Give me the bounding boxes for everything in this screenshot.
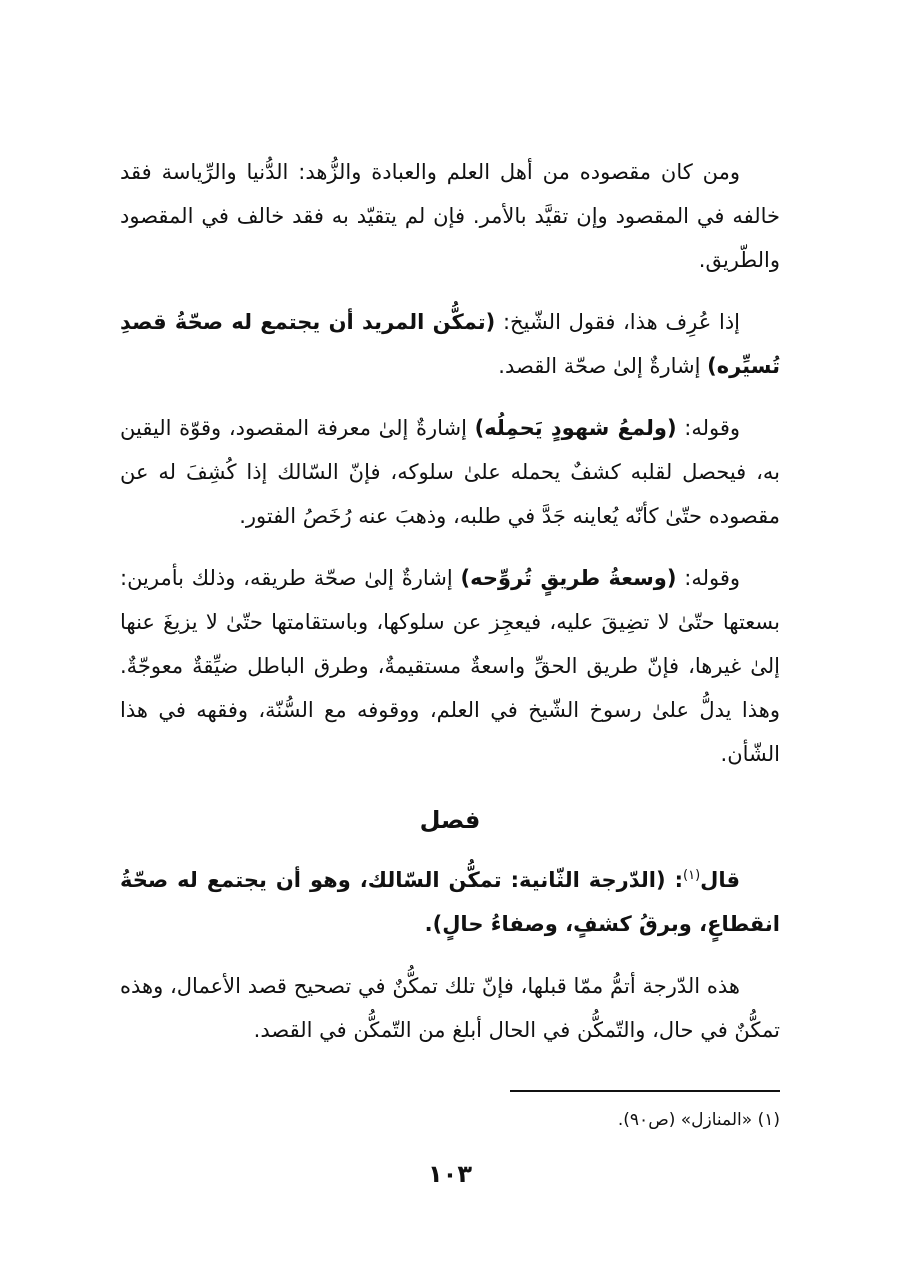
- footnote-reference[interactable]: (١): [683, 868, 701, 883]
- paragraph-2: [120, 300, 780, 388]
- paragraph-5: [120, 858, 780, 946]
- paragraph-5-quote: (الدّرجة الثّانية: تمكُّن السّالك، وهو أن يجتمع له صحّةُ انقطاعٍ، وبرقُ كشفٍ، وصفاءُ حالٍ).: [120, 868, 780, 936]
- page-number: ١٠٣: [428, 1160, 472, 1188]
- page-body: [120, 150, 780, 1070]
- footnote-divider: [510, 1090, 780, 1092]
- paragraph-4-tail: إشارةٌ إلىٰ صحّة طريقه، وذلك بأمرين: بسعتها حتّىٰ لا تضِيقَ عليه، فيعجِز عن سلوكها، وباستقامتها حتّىٰ لا يزيغَ عنها إلىٰ غيرها، فإنّ طريق الحقِّ واسعةٌ مستقيمةٌ، وطرق الباطل ضيِّقةٌ معوجّةٌ. وهذا يدلُّ علىٰ رسوخ الشّيخ في العلم، ووقوفه مع السُّنّة، وفقهه في هذا الشّأن.: [120, 566, 780, 766]
- paragraph-4-lead: وقوله:: [676, 566, 740, 590]
- footnote: (١) «المنازل» (ص٩٠).: [617, 1110, 780, 1130]
- paragraph-3-lead: وقوله:: [676, 416, 741, 440]
- paragraph-1: ومن كان مقصوده من أهل العلم والعبادة والزُّهد: الدُّنيا والرِّياسة فقد خالفه في المقصود وإن تقيَّد بالأمر. فإن لم يتقيّد به فقد خالف في المقصود والطّريق.: [120, 160, 780, 272]
- paragraph-4: [120, 556, 780, 776]
- paragraph-2-lead: إذا عُرِف هذا، فقول الشّيخ:: [495, 310, 740, 334]
- paragraph-6: هذه الدّرجة أتمُّ ممّا قبلها، فإنّ تلك تمكُّنٌ في تصحيح قصد الأعمال، وهذه تمكُّنٌ في حال، والتّمكُّن في الحال أبلغ من التّمكُّن في القصد.: [120, 974, 780, 1042]
- paragraph-2-tail: إشارةٌ إلىٰ صحّة القصد.: [498, 354, 708, 378]
- paragraph-2-quote: (تمكُّن المريد أن يجتمع له صحّةُ قصدِ تُسيِّره): [120, 310, 780, 378]
- paragraph-4-quote: (وسعةُ طريقٍ تُروِّحه): [460, 566, 677, 590]
- qala-label: قال: [700, 868, 740, 892]
- paragraph-3: [120, 406, 780, 538]
- section-heading: فصل: [419, 806, 481, 834]
- paragraph-3-quote: (ولمعُ شهودٍ يَحمِلُه): [474, 416, 677, 440]
- paragraph-3-tail: إشارةٌ إلىٰ معرفة المقصود، وقوّة اليقين به، فيحصل لقلبه كشفٌ يحمله علىٰ سلوكه، فإنّ السّالك إذا كُشِفَ له عن مقصوده حتّىٰ كأنّه يُعاينه جَدَّ في طلبه، وذهبَ عنه رُخَصُ الفتور.: [120, 416, 780, 528]
- paragraph-5-colon: :: [665, 868, 683, 892]
